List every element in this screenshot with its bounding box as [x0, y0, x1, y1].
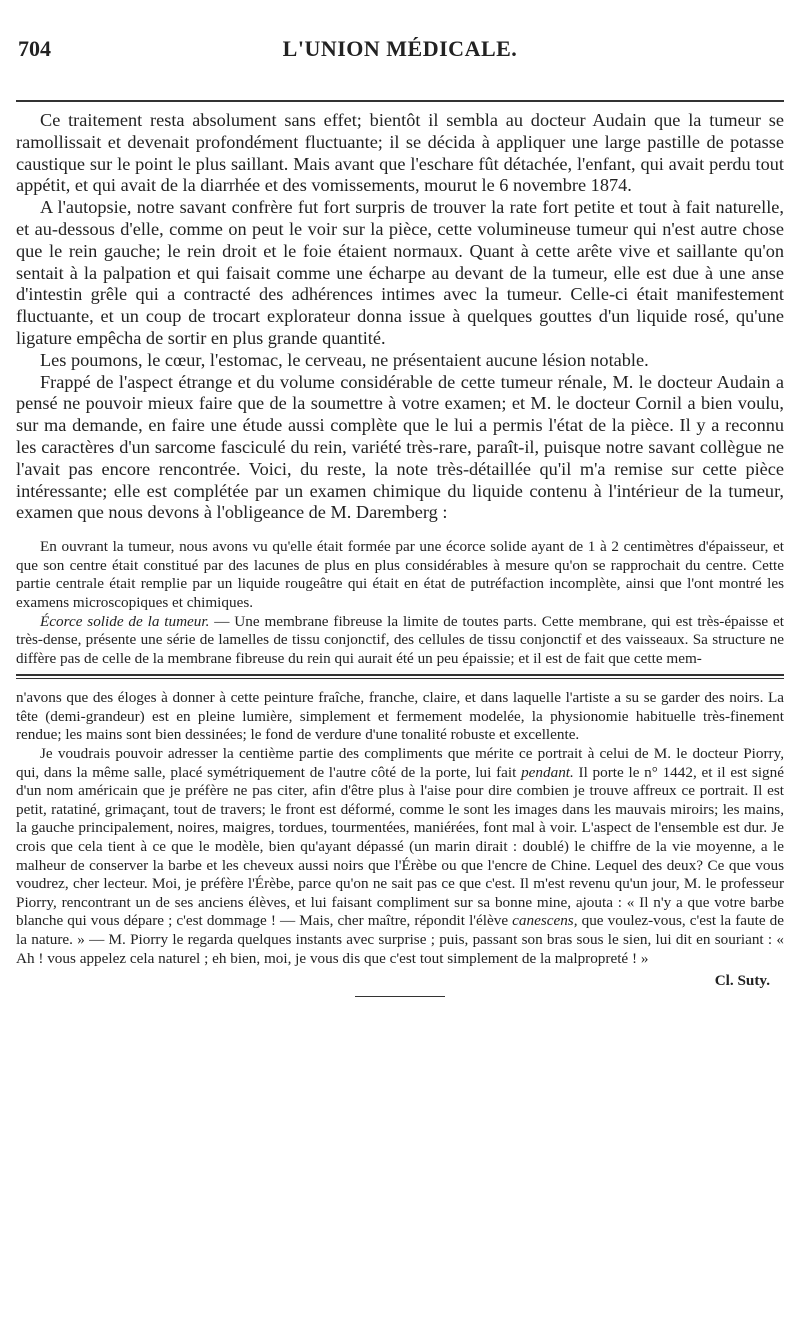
note-paragraph-text: — Une membrane fibreuse la limite de toutes parts. Cette membrane, qui est très-épaisse et très-dense, présente une série de lamelles de tissu conjonctif, des cellules de tissu conjonctif et des vaisseaux. Sa structure ne diffère pas de celle de la membrane fibreuse du rein qui aurait été un peu épaissie; et il est de fait que cette mem-: [16, 612, 784, 667]
feuilleton-text: Il porte le n° 1442, et il est signé d'un nom américain que je préfère ne pas citer, afin d'être plus à l'aise pour dire combien je trouve affreux ce portrait. Il est petit, ratatiné, grimaçant, tout de travers; le front est déformé, comme le sont les images dans les mauvais miroirs; les mains, la gauche principalement, noires, maigres, tordues, tourmentées, maniérées, font mal à voir. L'aspect de l'ensemble est dur. Je crois que cela tient à ce que le modèle, bien qu'ayant dépassé (un marin dirait : doublé) le chiffre de la vie moyenne, a le malheur de conserver la barbe et les cheveux aussi noirs que l'Érèbe ou que l'encre de Chine. Lequel des deux? Ce que vous voudrez, cher lecteur. Moi, je préfère l'Érèbe, parce qu'on ne sait pas ce que c'est. Il m'est revenu qu'un jour, M. le professeur Piorry, rencontrant un de ses anciens élèves, et lui faisant compliment sur sa bonne mine, ajouta : « Il n'y a que votre barbe blanche qui vous dépare ; c'est dommage ! — Mais, cher maître, répondit l'élève: [16, 763, 784, 930]
note-subheading: Écorce solide de la tumeur.: [40, 612, 210, 630]
note-paragraph-ecorce: [16, 613, 784, 669]
note-paragraph: En ouvrant la tumeur, nous avons vu qu'elle était formée par une écorce solide ayant de 1 à 2 centimètres d'épaisseur, et que son centre était constitué par des lacunes de plus en plus considérables à mesure qu'on se rapprochait du centre. Cette partie centrale était remplie par un liquide rougeâtre qui était en état de putréfaction incomplète, ainsi que l'ont montré les examens microscopiques et chimiques.: [16, 538, 784, 611]
feuilleton-paragraph: n'avons que des éloges à donner à cette peinture fraîche, franche, claire, et dans laquelle l'artiste a su se garder des noirs. La tête (demi-grandeur) est en pleine lumière, simplement et fermement modelée, la physionomie habituelle très-finement rendue; les mains sont bien dessinées; le fond de verdure d'une tonalité robuste et excellente.: [16, 689, 784, 744]
article-paragraph: A l'autopsie, notre savant confrère fut fort surpris de trouver la rate fort petite et tout à fait naturelle, et au-dessous d'elle, comme on peut le voir sur la pièce, cette volumineuse tumeur qui n'est autre chose que le rein gauche; le rein droit et le foie étaient normaux. Quant à cette arête vive et saillante qu'on sentait à la palpation et qui faisait comme une écharpe au devant de la tumeur, elle est due à une anse d'intestin grêle qui a contracté des adhérences intimes avec la tumeur. Celle-ci était manifestement fluctuante, et un coup de trocart explorateur donna issue à quelques gouttes d'un liquide rosé, qu'une ligature empêcha de sortir en plus grande quantité.: [16, 197, 784, 348]
feuilleton-text: que voulez-vous, c'est la faute de la nature. » — M. Piorry le regarda quelques instants avec surprise ; puis, passant son bras sous le sien, lui dit en souriant : « Ah ! vous appelez cela naturel ; eh bien, moi, je vous dis que c'est tout simplement de la malpropreté ! »: [16, 912, 784, 967]
article-paragraph: Frappé de l'aspect étrange et du volume considérable de cette tumeur rénale, M. le docteur Audain a pensé ne pouvoir mieux faire que de la soumettre à votre examen; et M. le docteur Cornil a bien voulu, sur ma demande, en faire une étude aussi complète que le lui a permis l'état de la pièce. Il y a reconnu les caractères d'un sarcome fasciculé du rein, variété très-rare, paraît-il, puisque notre savant collègue ne l'avait pas encore rencontrée. Voici, du reste, la note très-détaillée qu'il m'a remise sur cette pièce intéressante; elle est complétée par un examen chimique du liquide contenu à l'intérieur de la tumeur, examen que nous devons à l'obligeance de M. Daremberg :: [16, 371, 784, 523]
footer-rule: [355, 996, 445, 997]
article-body: [16, 110, 784, 668]
page-number: 704: [18, 36, 51, 61]
feuilleton-text: Je voudrais pouvoir adresser la centième partie des compliments que mérite ce portrait à celui de M. le docteur Piorry, qui, dans la même salle, placé symétriquement de l'autre côté de la porte, lui fait: [16, 745, 784, 781]
header-rule: [16, 100, 784, 102]
page-header: [16, 26, 784, 66]
feuilleton-paragraph: [16, 745, 784, 968]
article-paragraph: Les poumons, le cœur, l'estomac, le cerveau, ne présentaient aucune lésion notable.: [40, 349, 649, 370]
author-signature: Cl. Suty.: [714, 972, 770, 990]
running-title: L'UNION MÉDICALE.: [282, 36, 518, 61]
feuilleton-body: [16, 689, 784, 997]
feuilleton-separator: [16, 674, 784, 679]
feuilleton-italic: pendant.: [521, 763, 574, 781]
feuilleton-italic: canescens,: [512, 912, 578, 930]
article-paragraph: Ce traitement resta absolument sans effet; bientôt il sembla au docteur Audain que la tumeur se ramollissait et devenait profondément fluctuante; il se décida à appliquer une large pastille de potasse caustique sur le point le plus saillant. Mais avant que l'eschare fût détachée, l'enfant, qui avait perdu tout appétit, et qui avait de la diarrhée et des vomissements, mourut le 6 novembre 1874.: [16, 110, 784, 196]
